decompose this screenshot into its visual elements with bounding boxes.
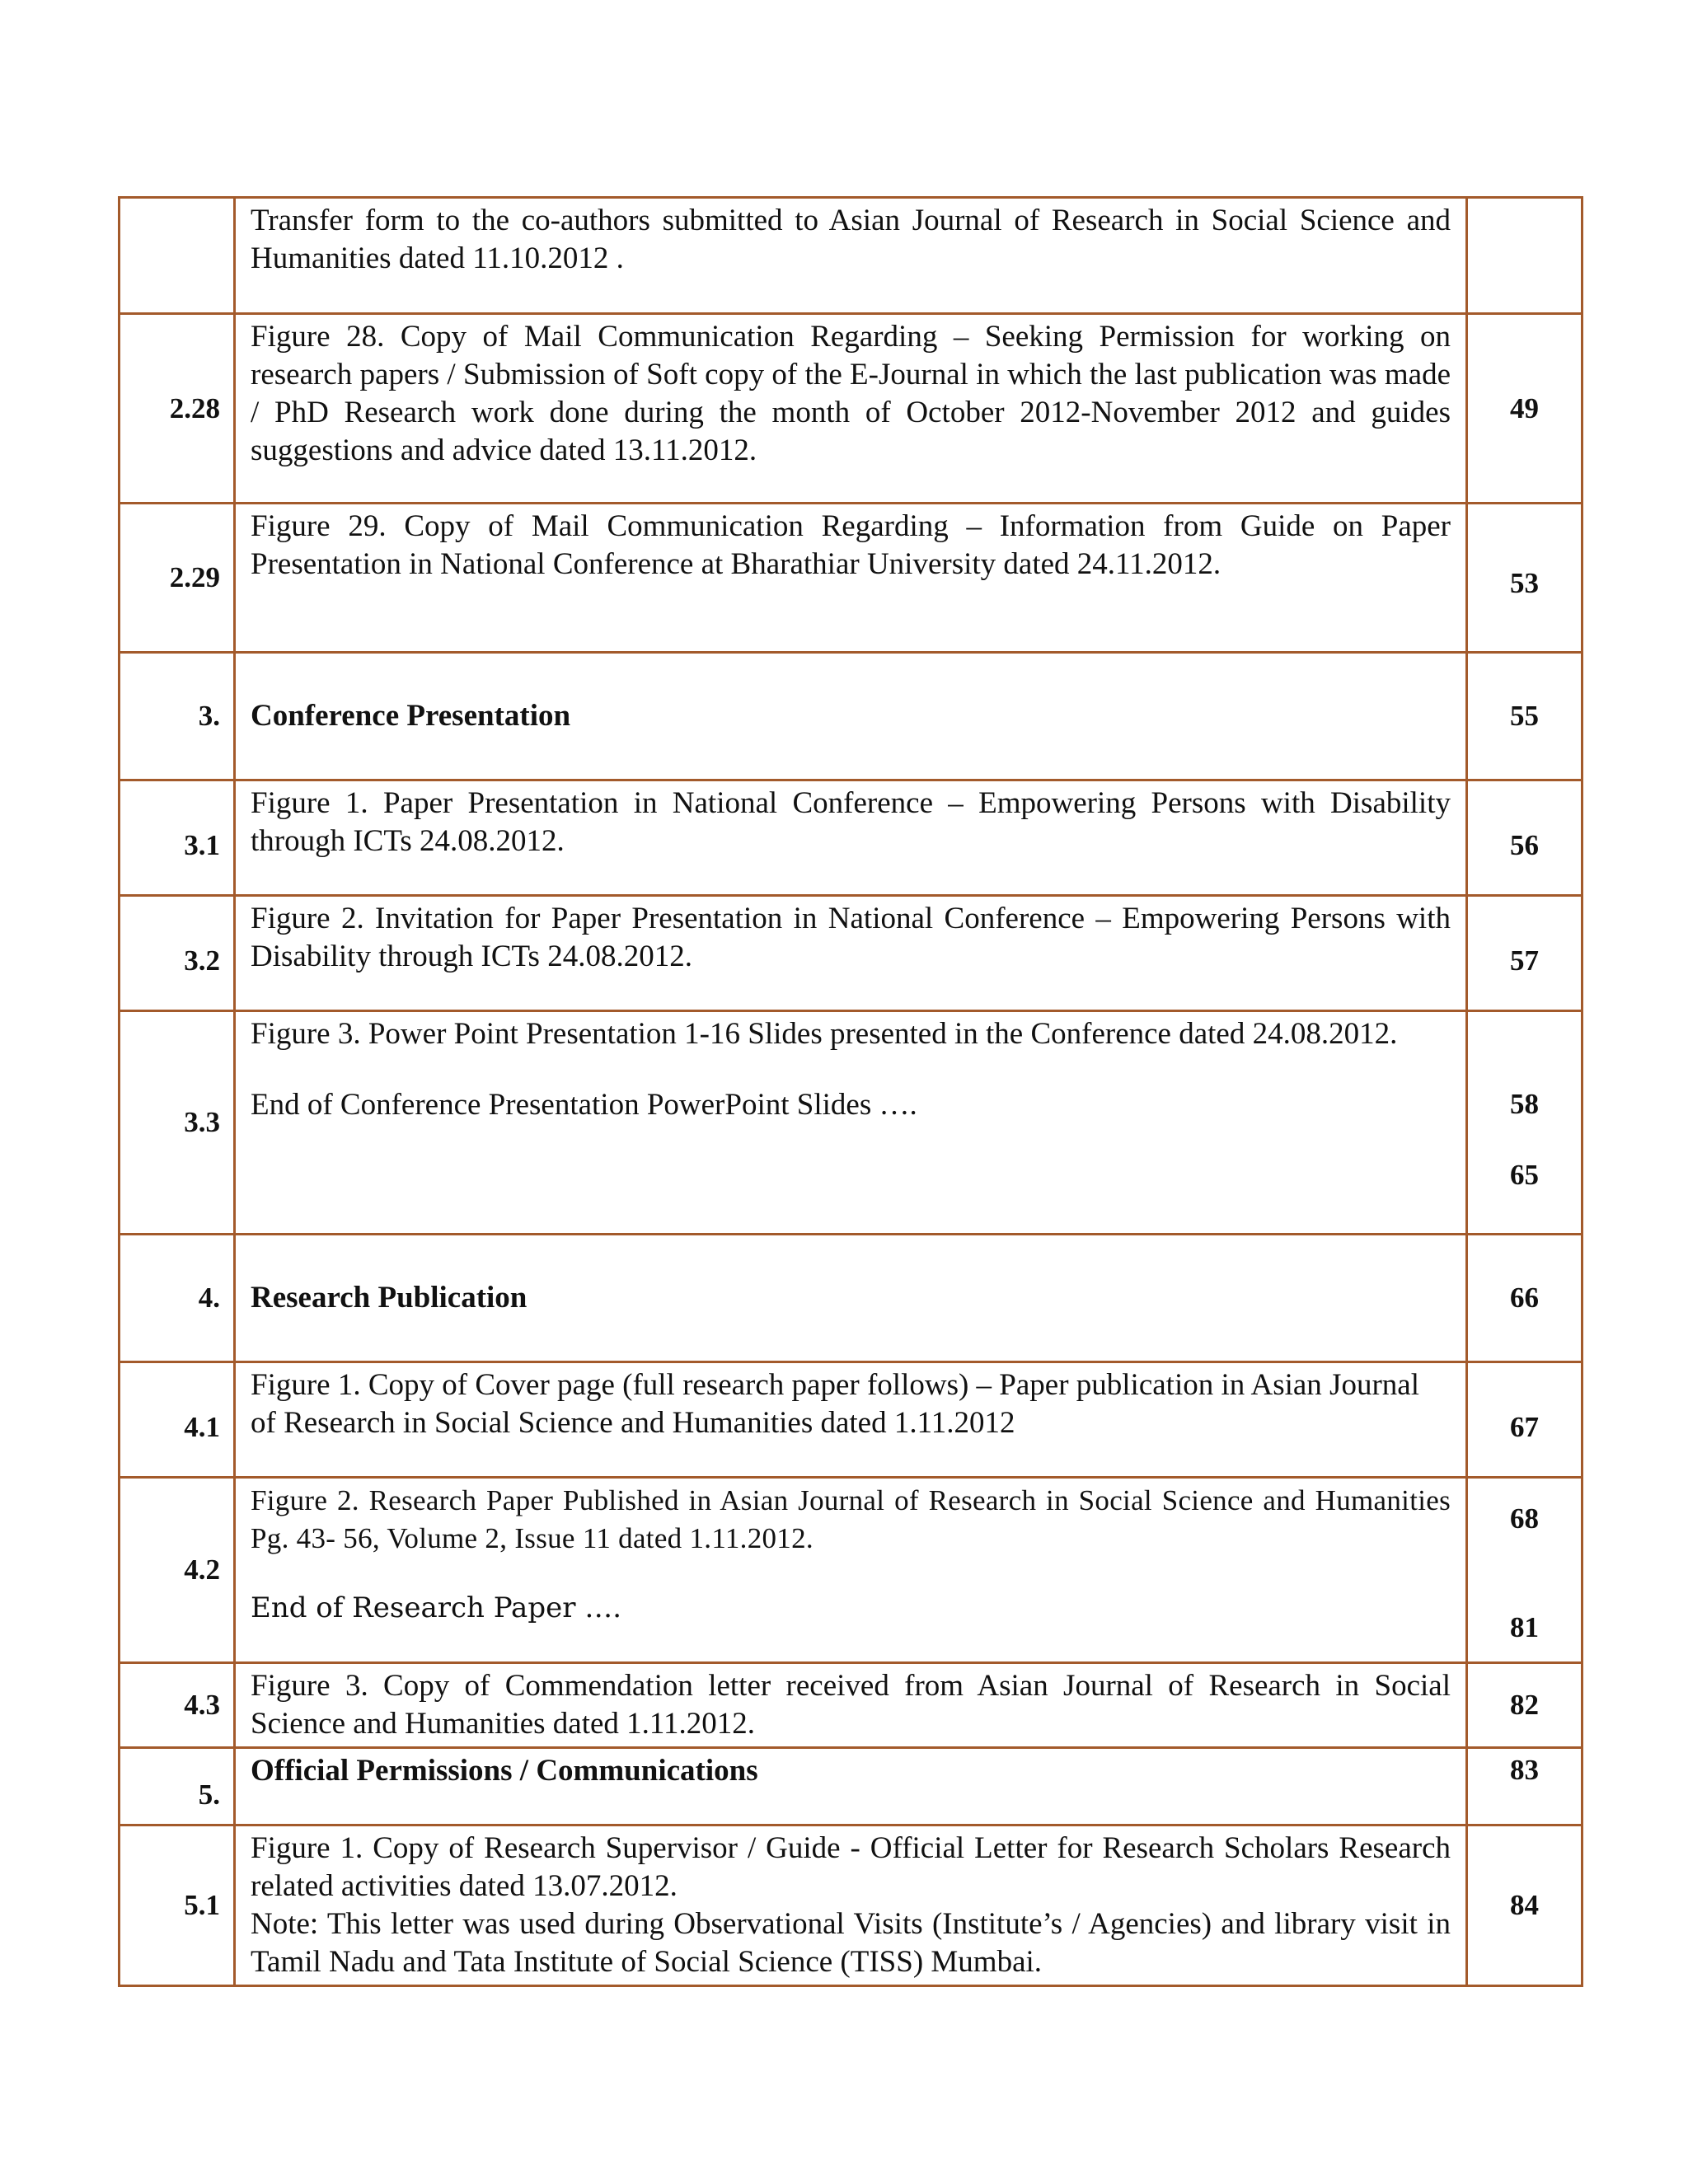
section-number: [120, 198, 235, 314]
section-heading-row: [120, 1235, 1582, 1362]
entry-description: [235, 1825, 1467, 1986]
section-number: 3.3: [120, 1011, 235, 1235]
page-number: 53: [1467, 504, 1582, 653]
section-heading: Research Publication: [235, 1235, 1467, 1362]
page-number-end: 81: [1510, 1611, 1539, 1643]
entry-description: Transfer form to the co-authors submitted to Asian Journal of Research in Social Science and Humanities dated 11.10.2012 .: [235, 198, 1467, 314]
section-number: 3.: [120, 653, 235, 780]
table-row: [120, 780, 1582, 896]
page-numbers: [1467, 1011, 1582, 1235]
section-number: 5.: [120, 1748, 235, 1825]
section-number: 4.: [120, 1235, 235, 1362]
page-number: 49: [1467, 314, 1582, 504]
page-number: 57: [1467, 896, 1582, 1011]
page-number: 56: [1467, 780, 1582, 896]
page-number: 67: [1467, 1362, 1582, 1478]
table-row: [120, 1825, 1582, 1986]
section-number: 2.29: [120, 504, 235, 653]
page-number-end: 65: [1510, 1159, 1539, 1191]
section-heading: Conference Presentation: [235, 653, 1467, 780]
entry-description: Figure 28. Copy of Mail Communication Regarding – Seeking Permission for working on research papers / Submission of Soft copy of the E-Journal in which the last publication was made / PhD Research work done during the month of October 2012-November 2012 and guides suggestions and advice dated 13.11.2012.: [235, 314, 1467, 504]
table-row: [120, 314, 1582, 504]
page-number: 66: [1467, 1235, 1582, 1362]
entry-description: [235, 1478, 1467, 1663]
entry-description: Figure 1. Paper Presentation in National Conference – Empowering Persons with Disability through ICTs 24.08.2012.: [235, 780, 1467, 896]
section-number: 4.1: [120, 1362, 235, 1478]
entry-description: [235, 1011, 1467, 1235]
page-number: 55: [1467, 653, 1582, 780]
table-row: [120, 1362, 1582, 1478]
entry-description: Figure 2. Invitation for Paper Presentation in National Conference – Empowering Persons with Disability through ICTs 24.08.2012.: [235, 896, 1467, 1011]
table-row: [120, 1011, 1582, 1235]
table-row: [120, 504, 1582, 653]
section-number: 4.3: [120, 1663, 235, 1748]
table-row: [120, 896, 1582, 1011]
page-number: 58: [1510, 1088, 1539, 1120]
section-heading-row: [120, 653, 1582, 780]
section-number: 3.1: [120, 780, 235, 896]
entry-text: Figure 3. Power Point Presentation 1-16 Slides presented in the Conference dated 24.08.2012.: [251, 1017, 1398, 1051]
section-number: 2.28: [120, 314, 235, 504]
page-number: 68: [1510, 1502, 1539, 1535]
page-number: 83: [1467, 1748, 1582, 1825]
page-number: 82: [1467, 1663, 1582, 1748]
section-number: 4.2: [120, 1478, 235, 1663]
entry-description: Figure 1. Copy of Cover page (full research paper follows) – Paper publication in Asian Journal of Research in Social Science and Humanities dated 1.11.2012: [235, 1362, 1467, 1478]
table-row: [120, 1663, 1582, 1748]
table-row: [120, 198, 1582, 314]
entry-text: Figure 2. Research Paper Published in Asian Journal of Research in Social Science and Humanities Pg. 43- 56, Volume 2, Issue 11 dated 1.11.2012.: [251, 1484, 1451, 1554]
section-heading: Official Permissions / Communications: [235, 1748, 1467, 1825]
entry-note: Note: This letter was used during Observational Visits (Institute’s / Agencies) and library visit in Tamil Nadu and Tata Institute of Social Science (TISS) Mumbai.: [251, 1907, 1451, 1979]
entry-description: Figure 3. Copy of Commendation letter received from Asian Journal of Research in Social Science and Humanities dated 1.11.2012.: [235, 1663, 1467, 1748]
entry-end-note: End of Conference Presentation PowerPoint Slides ….: [251, 1088, 917, 1122]
contents-table: [118, 196, 1583, 1987]
section-heading-row: [120, 1748, 1582, 1825]
section-number: 5.1: [120, 1825, 235, 1986]
page-numbers: [1467, 1478, 1582, 1663]
entry-end-note: End of Research Paper ….: [251, 1591, 622, 1624]
page-number: 84: [1467, 1825, 1582, 1986]
table-row: [120, 1478, 1582, 1663]
section-number: 3.2: [120, 896, 235, 1011]
page-number: [1467, 198, 1582, 314]
entry-description: Figure 29. Copy of Mail Communication Regarding – Information from Guide on Paper Presentation in National Conference at Bharathiar University dated 24.11.2012.: [235, 504, 1467, 653]
entry-text: Figure 1. Copy of Research Supervisor / Guide - Official Letter for Research Scholars Research related activities dated 13.07.2012.: [251, 1831, 1451, 1903]
